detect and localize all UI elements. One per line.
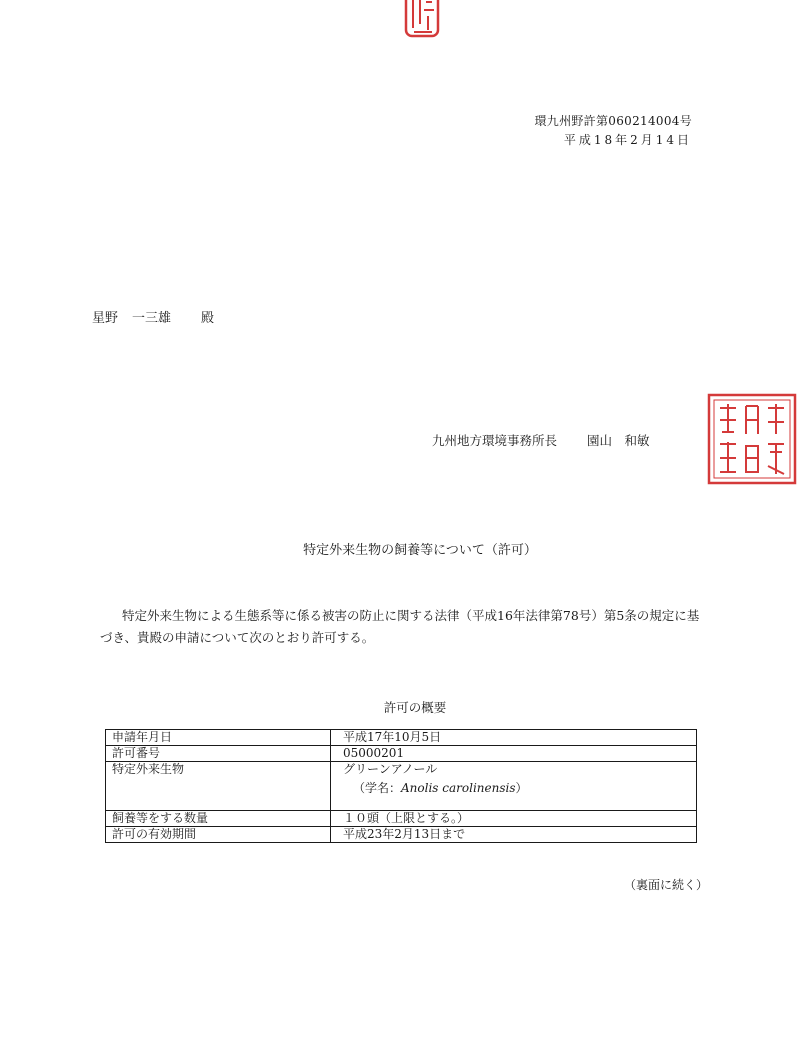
issuer bbox=[432, 431, 650, 449]
addressee-given-name: 一三雄 bbox=[132, 311, 172, 326]
row-value: 05000201 bbox=[331, 746, 697, 762]
row-label: 飼養等をする数量 bbox=[106, 811, 331, 827]
row-value bbox=[331, 762, 697, 811]
row-value: 平成23年2月13日まで bbox=[331, 827, 697, 843]
row-label: 許可番号 bbox=[106, 746, 331, 762]
row-value: １０頭（上限とする。） bbox=[331, 811, 697, 827]
body-paragraph bbox=[100, 605, 700, 649]
species-scientific-name bbox=[343, 781, 690, 796]
species-common-name: グリーンアノール bbox=[343, 762, 438, 776]
sci-name: Anolis carolinensis bbox=[401, 781, 516, 795]
table-row bbox=[106, 730, 697, 746]
document-number: 環九州野許第060214004号 bbox=[534, 114, 692, 128]
issuer-name: 園山 和敏 bbox=[587, 433, 650, 448]
permit-summary-table bbox=[105, 729, 697, 843]
sci-suffix: ） bbox=[515, 781, 528, 795]
row-label: 申請年月日 bbox=[106, 730, 331, 746]
table-row bbox=[106, 827, 697, 843]
addressee bbox=[92, 307, 214, 326]
document-title: 特定外来生物の飼養等について（許可） bbox=[303, 543, 537, 558]
row-label: 特定外来生物 bbox=[106, 762, 331, 811]
table-row bbox=[106, 811, 697, 827]
row-label: 許可の有効期間 bbox=[106, 827, 331, 843]
sci-prefix: （学名： bbox=[353, 781, 402, 795]
addressee-honorific: 殿 bbox=[201, 311, 215, 326]
body-text: 特定外来生物による生態系等に係る被害の防止に関する法律（平成16年法律第78号）第5条の規定に基づき、貴殿の申請について次のとおり許可する。 bbox=[100, 608, 700, 645]
addressee-family-name: 星野 bbox=[92, 311, 119, 326]
continue-note: （裏面に続く） bbox=[623, 878, 708, 892]
row-value: 平成17年10月5日 bbox=[331, 730, 697, 746]
table-row bbox=[106, 762, 697, 811]
issuer-office: 九州地方環境事務所長 bbox=[432, 433, 558, 448]
top-seal-stamp bbox=[404, 0, 440, 40]
table-row bbox=[106, 746, 697, 762]
official-seal-stamp bbox=[706, 392, 798, 486]
document-date: 平成18年2月14日 bbox=[563, 133, 692, 147]
permit-summary-title: 許可の概要 bbox=[383, 700, 447, 715]
